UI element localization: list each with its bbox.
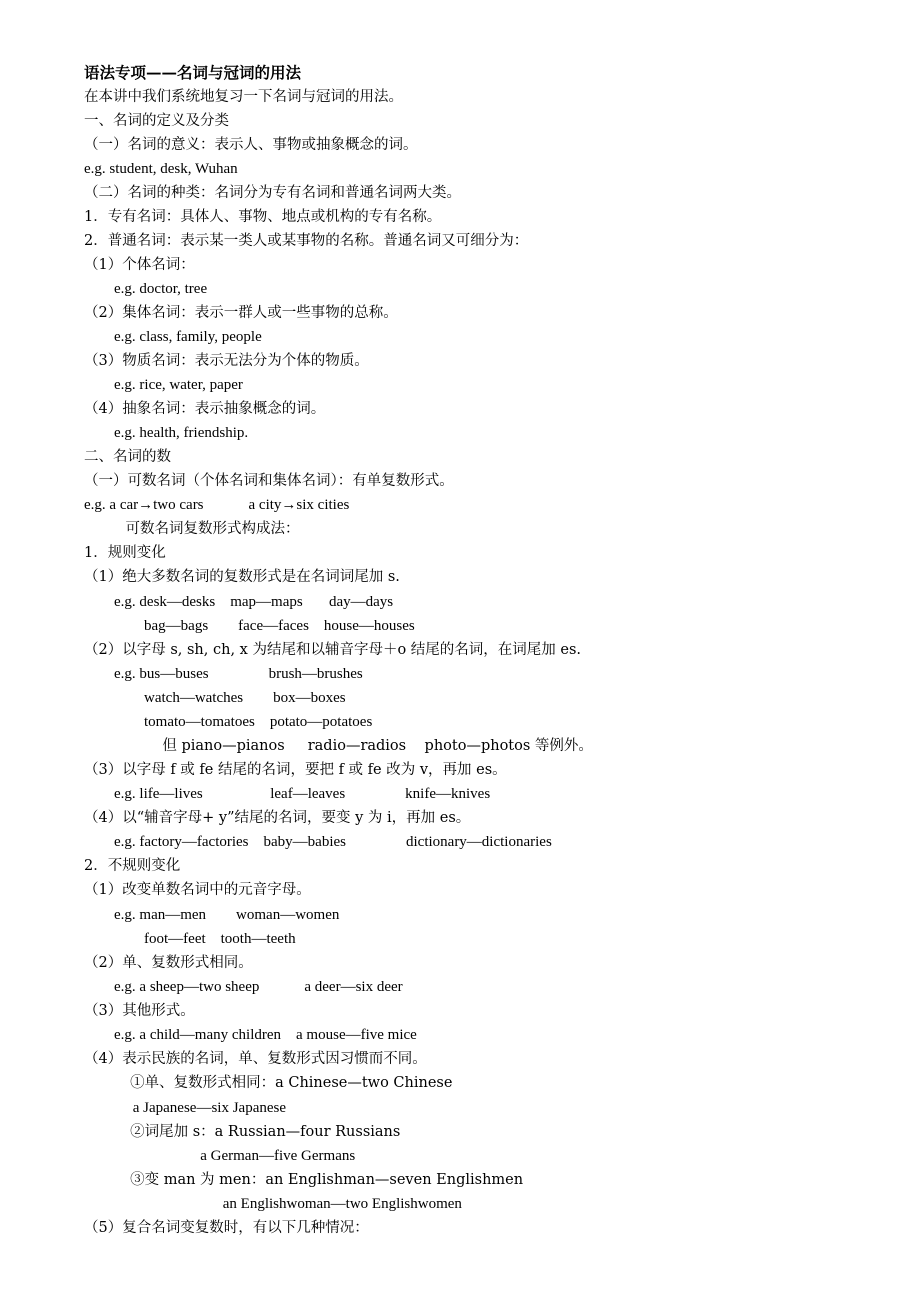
example-line: e.g. health, friendship.	[84, 425, 249, 441]
text-line: ①单、复数形式相同：a Chinese—two Chinese	[84, 1075, 453, 1091]
text-line: （2）单、复数形式相同。	[84, 955, 253, 971]
text-line: （一）名词的意义：表示人、事物或抽象概念的词。	[84, 137, 418, 153]
example-line: e.g. a car→two cars a city→six cities	[84, 497, 350, 513]
text-line: （3）其他形式。	[84, 1003, 195, 1019]
text-line: （2）集体名词：表示一群人或一些事物的总称。	[84, 305, 398, 321]
example-line: bag—bags face—faces house—houses	[84, 618, 415, 634]
section-heading: 一、名词的定义及分类	[84, 113, 229, 129]
text-line: （1）个体名词：	[84, 257, 195, 273]
example-line: e.g. class, family, people	[84, 329, 262, 345]
example-line: tomato—tomatoes potato—potatoes	[84, 714, 373, 730]
text-line: 1．规则变化	[84, 545, 166, 561]
example-line: e.g. bus—buses brush—brushes	[84, 666, 363, 682]
text-line: 1．专有名词：具体人、事物、地点或机构的专有名称。	[84, 209, 442, 225]
text-line: （二）名词的种类：名词分为专有名词和普通名词两大类。	[84, 185, 461, 201]
text-line: （一）可数名词（个体名词和集体名词）：有单复数形式。	[84, 473, 454, 489]
example-line: e.g. doctor, tree	[84, 281, 208, 297]
text-line: ②词尾加 s：a Russian—four Russians	[84, 1124, 401, 1140]
example-line: e.g. a sheep—two sheep a deer—six deer	[84, 979, 403, 995]
intro-line: 在本讲中我们系统地复习一下名词与冠词的用法。	[84, 89, 403, 105]
text-line: （1）绝大多数名词的复数形式是在名词词尾加 s.	[84, 569, 400, 585]
text-line: （3）以字母 f 或 fe 结尾的名词，要把 f 或 fe 改为 v，再加 es。	[84, 762, 507, 778]
example-line: a German—five Germans	[84, 1148, 356, 1164]
text-line: （4）抽象名词：表示抽象概念的词。	[84, 401, 326, 417]
example-line: an Englishwoman—two Englishwomen	[84, 1196, 462, 1212]
text-line: （1）改变单数名词中的元音字母。	[84, 882, 311, 898]
example-line: e.g. a child—many children a mouse—five mice	[84, 1027, 417, 1043]
text-line: 但 piano—pianos radio—radios photo—photos 等例外。	[84, 738, 593, 754]
example-line: e.g. life—lives leaf—leaves knife—knives	[84, 786, 491, 802]
text-line: （4）表示民族的名词，单、复数形式因习惯而不同。	[84, 1051, 427, 1067]
text-line: 2．不规则变化	[84, 858, 181, 874]
example-line: e.g. factory—factories baby—babies dictionary—dictionaries	[84, 834, 552, 850]
example-line: e.g. desk—desks map—maps day—days	[84, 594, 394, 610]
text-line: 可数名词复数形式构成法：	[84, 521, 300, 537]
text-line: （2）以字母 s, sh, ch, x 为结尾和以辅音字母＋o 结尾的名词，在词尾加 es.	[84, 642, 582, 658]
page-title: 语法专项——名词与冠词的用法	[84, 63, 302, 82]
example-line: e.g. student, desk, Wuhan	[84, 161, 238, 177]
text-line: （5）复合名词变复数时，有以下几种情况：	[84, 1220, 369, 1236]
text-line: （3）物质名词：表示无法分为个体的物质。	[84, 353, 369, 369]
example-line: e.g. rice, water, paper	[84, 377, 243, 393]
example-line: e.g. man—men woman—women	[84, 907, 340, 923]
example-line: foot—feet tooth—teeth	[84, 931, 296, 947]
text-line: ③变 man 为 men：an Englishman—seven Englishmen	[84, 1172, 524, 1188]
text-line: （4）以“辅音字母+ y”结尾的名词，要变 y 为 i，再加 es。	[84, 810, 471, 826]
section-heading: 二、名词的数	[84, 449, 171, 465]
text-line: 2．普通名词：表示某一类人或某事物的名称。普通名词又可细分为：	[84, 233, 529, 249]
example-line: a Japanese—six Japanese	[84, 1100, 287, 1116]
example-line: watch—watches box—boxes	[84, 690, 346, 706]
